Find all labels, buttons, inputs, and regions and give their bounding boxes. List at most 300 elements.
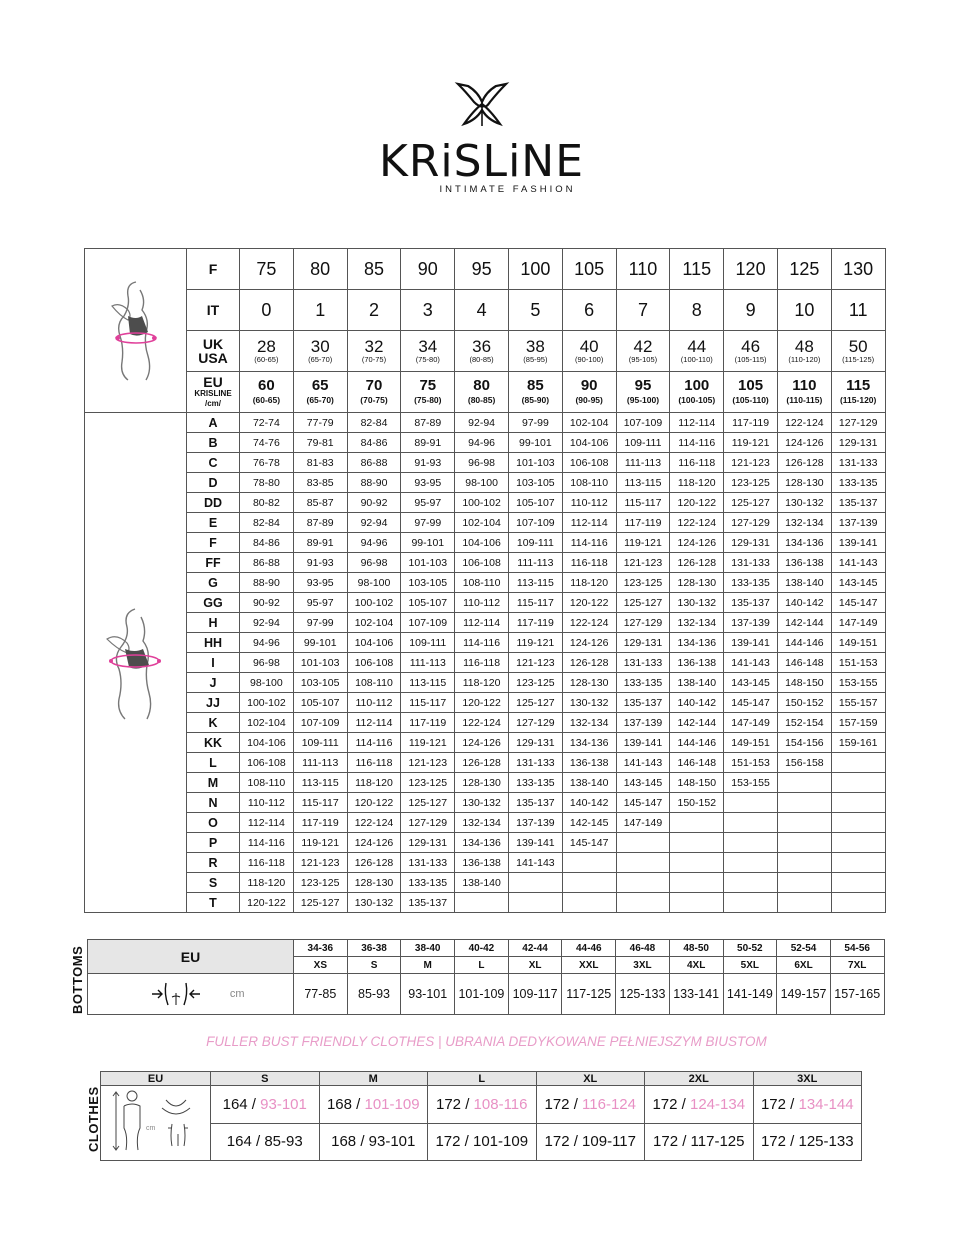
cup-range: 103-105 [508,473,562,493]
bottoms-letter-size: XS [294,957,348,974]
cup-range: 141-143 [724,653,778,673]
cup-row [85,753,886,773]
uk-size: 38 (85-95) [508,331,562,372]
cup-label: O [187,813,240,833]
cup-range: 125-127 [508,693,562,713]
cup-range: 104-106 [240,733,294,753]
cup-range: 132-134 [670,613,724,633]
cup-row [85,433,886,453]
cup-range: 99-101 [508,433,562,453]
cup-range: 89-91 [401,433,455,453]
bottoms-hip-value: 149-157 [777,974,831,1015]
bottoms-hip-value: 125-133 [616,974,670,1015]
cup-range: 122-124 [347,813,401,833]
it-size: 4 [455,290,509,331]
cup-range [724,793,778,813]
cup-label: R [187,853,240,873]
cup-range: 111-113 [293,753,347,773]
brand-logo [0,80,963,195]
cup-label: F [187,533,240,553]
cup-range: 127-129 [724,513,778,533]
cup-range: 145-147 [724,693,778,713]
bust-measure-figure-icon [101,603,171,723]
clothes-size: L [428,1072,537,1086]
cup-range: 134-136 [562,733,616,753]
cup-range: 143-145 [831,573,885,593]
f-size: 105 [562,249,616,290]
cup-range: 141-143 [508,853,562,873]
cup-range: 137-139 [508,813,562,833]
cup-label: P [187,833,240,853]
cup-range: 118-120 [455,673,509,693]
cup-range: 107-109 [508,513,562,533]
cup-range: 82-84 [240,513,294,533]
bottoms-eu-label: EU [88,940,294,974]
cup-range: 118-120 [562,573,616,593]
cup-range: 153-155 [831,673,885,693]
cup-range: 150-152 [670,793,724,813]
cup-range: 139-141 [508,833,562,853]
cup-range: 100-102 [455,493,509,513]
bottoms-letter-size: XL [508,957,562,974]
clothes-cm-label: cm [145,1125,155,1132]
cup-range: 79-81 [293,433,347,453]
cup-row [85,573,886,593]
bottoms-hip-row [88,974,885,1015]
cup-range: 93-95 [401,473,455,493]
cup-range: 126-128 [777,453,831,473]
clothes-hip-value: 172 / 101-109 [428,1123,537,1161]
cup-range: 123-125 [401,773,455,793]
cup-range: 111-113 [508,553,562,573]
cup-range: 110-112 [347,693,401,713]
bust-band-figure-cell [85,249,187,413]
eu-size: 80 (80-85) [455,372,509,413]
it-size: 5 [508,290,562,331]
cup-range: 101-103 [401,553,455,573]
cup-range: 145-147 [562,833,616,853]
hip-measure-icon [136,979,226,1009]
cup-range [777,873,831,893]
clothes-bust-value: 172 / 108-116 [428,1086,537,1124]
cup-range: 107-109 [616,413,670,433]
bottoms-eu-size: 36-38 [347,940,401,957]
cup-range: 87-89 [293,513,347,533]
cup-range: 121-123 [401,753,455,773]
clothes-hip-row [101,1123,862,1161]
butterfly-logo-icon [454,80,510,130]
cup-range: 94-96 [455,433,509,453]
cup-range: 120-122 [347,793,401,813]
cup-row [85,733,886,753]
eu-size: 105 (105-110) [724,372,778,413]
cup-range: 147-149 [831,613,885,633]
cup-row [85,513,886,533]
cup-range: 127-129 [508,713,562,733]
bottoms-hip-value: 157-165 [830,974,884,1015]
cup-range: 98-100 [240,673,294,693]
cup-range: 138-140 [562,773,616,793]
cup-row [85,713,886,733]
bottoms-letter-size: M [401,957,455,974]
cup-range [670,873,724,893]
cup-range: 133-135 [401,873,455,893]
cup-range: 93-95 [293,573,347,593]
cup-range [831,873,885,893]
bottoms-letter-size: 3XL [616,957,670,974]
cup-range: 90-92 [240,593,294,613]
brand-name: KRiSLiNE [378,136,585,187]
cup-range: 96-98 [455,453,509,473]
cup-range: 152-154 [777,713,831,733]
cup-range: 145-147 [616,793,670,813]
bottoms-size-table [87,939,885,1015]
cup-label: H [187,613,240,633]
f-size: 110 [616,249,670,290]
cup-range: 157-159 [831,713,885,733]
it-size: 1 [293,290,347,331]
cup-row [85,653,886,673]
cup-range: 133-135 [616,673,670,693]
cup-range: 126-128 [347,853,401,873]
bottoms-side-label: BOTTOMS [70,945,85,1014]
cup-range: 146-148 [777,653,831,673]
cup-range: 105-107 [508,493,562,513]
cup-range: 132-134 [562,713,616,733]
cup-range: 124-126 [347,833,401,853]
cup-range: 127-129 [831,413,885,433]
cup-range: 114-116 [240,833,294,853]
cup-row [85,553,886,573]
cup-range [616,833,670,853]
cup-range: 149-151 [831,633,885,653]
cup-row [85,773,886,793]
cup-range: 92-94 [455,413,509,433]
cup-label: FF [187,553,240,573]
bra-size-table [84,248,886,913]
it-size: 0 [240,290,294,331]
cup-range: 130-132 [562,693,616,713]
label-eu-krisline: EU KRISLINE /cm/ [187,372,240,413]
bottoms-eu-row [88,940,885,957]
f-size: 80 [293,249,347,290]
uk-size: 32 (70-75) [347,331,401,372]
bust-figure-cell [85,413,187,913]
f-size: 130 [831,249,885,290]
eu-size: 85 (85-90) [508,372,562,413]
cup-range: 116-118 [670,453,724,473]
cup-range: 126-128 [670,553,724,573]
cup-range: 117-119 [616,513,670,533]
cup-range: 96-98 [240,653,294,673]
cup-range: 107-109 [401,613,455,633]
bottoms-eu-size: 40-42 [455,940,509,957]
cup-range: 102-104 [347,613,401,633]
row-eu [85,372,886,413]
cup-range: 88-90 [347,473,401,493]
cup-range: 101-103 [508,453,562,473]
cup-range: 147-149 [616,813,670,833]
band-measure-figure-icon [106,276,166,386]
cup-range: 120-122 [562,593,616,613]
cup-range [831,893,885,913]
cup-range: 135-137 [616,693,670,713]
uk-size: 50 (115-125) [831,331,885,372]
cup-label: S [187,873,240,893]
cup-range: 128-130 [455,773,509,793]
clothes-figure-cell [101,1086,211,1161]
cup-range: 108-110 [240,773,294,793]
cup-label: M [187,773,240,793]
cup-range: 129-131 [401,833,455,853]
row-f [85,249,886,290]
cup-range: 121-123 [724,453,778,473]
cup-range: 99-101 [293,633,347,653]
cup-range: 117-119 [508,613,562,633]
cup-range: 108-110 [455,573,509,593]
cup-range: 141-143 [616,753,670,773]
cup-row [85,853,886,873]
hip-figure-cell [88,974,294,1015]
cup-range: 104-106 [455,533,509,553]
cup-range: 145-147 [831,593,885,613]
cup-range: 142-144 [777,613,831,633]
cup-range: 134-136 [777,533,831,553]
cup-range: 113-115 [401,673,455,693]
cup-range [777,813,831,833]
cup-range [724,853,778,873]
it-size: 10 [777,290,831,331]
cup-range: 123-125 [724,473,778,493]
cup-range: 100-102 [347,593,401,613]
cup-range: 108-110 [562,473,616,493]
row-uk [85,331,886,372]
cup-label: N [187,793,240,813]
cup-range: 119-121 [293,833,347,853]
cup-range: 83-85 [293,473,347,493]
cup-range: 119-121 [616,533,670,553]
cup-range: 124-126 [455,733,509,753]
cup-range: 122-124 [455,713,509,733]
cup-range: 104-106 [562,433,616,453]
uk-size: 40 (90-100) [562,331,616,372]
cup-range: 114-116 [562,533,616,553]
cup-range [724,833,778,853]
it-size: 3 [401,290,455,331]
cup-range: 131-133 [616,653,670,673]
cup-range: 86-88 [347,453,401,473]
cup-range: 102-104 [455,513,509,533]
cup-range: 144-146 [777,633,831,653]
bottoms-eu-size: 34-36 [294,940,348,957]
cup-range [831,853,885,873]
cup-range: 102-104 [562,413,616,433]
cup-range: 100-102 [240,693,294,713]
cup-range: 121-123 [293,853,347,873]
cup-label: A [187,413,240,433]
bottoms-letter-size: 6XL [777,957,831,974]
clothes-eu-label: EU [101,1072,211,1086]
cup-row [85,533,886,553]
eu-size: 75 (75-80) [401,372,455,413]
cup-range: 110-112 [562,493,616,513]
cup-range: 155-157 [831,693,885,713]
bottoms-eu-size: 44-46 [562,940,616,957]
cup-range: 108-110 [347,673,401,693]
bottoms-letter-size: 5XL [723,957,777,974]
cup-range: 111-113 [401,653,455,673]
cup-range: 137-139 [724,613,778,633]
bottoms-hip-value: 77-85 [294,974,348,1015]
clothes-bust-value: 164 / 93-101 [211,1086,320,1124]
cup-range: 138-140 [455,873,509,893]
cup-row [85,413,886,433]
cup-range: 86-88 [240,553,294,573]
cup-range: 153-155 [724,773,778,793]
cup-range [777,893,831,913]
cup-range: 121-123 [616,553,670,573]
cup-range: 91-93 [293,553,347,573]
uk-size: 48 (110-120) [777,331,831,372]
cup-range: 106-108 [455,553,509,573]
cup-row [85,873,886,893]
cup-range: 120-122 [455,693,509,713]
cup-range [508,893,562,913]
cup-range [831,813,885,833]
cup-range: 123-125 [293,873,347,893]
label-f: F [187,249,240,290]
clothes-hip-value: 172 / 125-133 [753,1123,862,1161]
cup-range: 107-109 [293,713,347,733]
cup-range: 131-133 [401,853,455,873]
cup-range: 154-156 [777,733,831,753]
cup-range [562,893,616,913]
cup-range [670,813,724,833]
cup-range [670,833,724,853]
cup-range: 122-124 [670,513,724,533]
uk-size: 28 (60-65) [240,331,294,372]
cup-range: 94-96 [240,633,294,653]
cup-range: 119-121 [508,633,562,653]
cup-range: 109-111 [508,533,562,553]
cup-range: 130-132 [455,793,509,813]
cup-range: 116-118 [562,553,616,573]
cup-range: 135-137 [508,793,562,813]
cup-range: 147-149 [724,713,778,733]
cup-range: 142-145 [562,813,616,833]
cup-label: DD [187,493,240,513]
clothes-bust-value: 172 / 124-134 [645,1086,754,1124]
label-it: IT [187,290,240,331]
cup-range: 112-114 [670,413,724,433]
clothes-bust-row [101,1086,862,1124]
cup-label: T [187,893,240,913]
cup-range: 113-115 [293,773,347,793]
cup-range: 106-108 [562,453,616,473]
f-size: 95 [455,249,509,290]
cup-range: 128-130 [562,673,616,693]
eu-size: 60 (60-65) [240,372,294,413]
cup-range: 139-141 [616,733,670,753]
cup-range: 97-99 [508,413,562,433]
cup-range: 135-137 [724,593,778,613]
cup-range: 96-98 [347,553,401,573]
cup-range: 135-137 [401,893,455,913]
cup-range: 125-127 [616,593,670,613]
cup-row [85,493,886,513]
cup-range: 112-114 [240,813,294,833]
cup-label: E [187,513,240,533]
row-it [85,290,886,331]
clothes-size: M [319,1072,428,1086]
cup-range: 74-76 [240,433,294,453]
cup-range: 110-112 [240,793,294,813]
cup-row [85,893,886,913]
cup-row [85,833,886,853]
cup-range: 88-90 [240,573,294,593]
f-size: 90 [401,249,455,290]
cup-range: 138-140 [670,673,724,693]
clothes-bust-value: 172 / 116-124 [536,1086,645,1124]
it-size: 8 [670,290,724,331]
cup-range: 102-104 [240,713,294,733]
bottoms-eu-size: 46-48 [616,940,670,957]
cup-range: 151-153 [831,653,885,673]
it-size: 11 [831,290,885,331]
clothes-size: S [211,1072,320,1086]
label-uk-usa: UK USA [187,331,240,372]
cup-range: 118-120 [240,873,294,893]
f-size: 100 [508,249,562,290]
cup-row [85,813,886,833]
cup-range: 120-122 [670,493,724,513]
cup-range: 104-106 [347,633,401,653]
cup-range: 98-100 [347,573,401,593]
bottoms-hip-value: 133-141 [669,974,723,1015]
cup-range: 129-131 [724,533,778,553]
cup-range [777,853,831,873]
cup-row [85,473,886,493]
eu-size: 110 (110-115) [777,372,831,413]
cup-range: 146-148 [670,753,724,773]
cup-range: 109-111 [293,733,347,753]
clothes-hip-value: 172 / 109-117 [536,1123,645,1161]
bottoms-hip-value: 109-117 [508,974,562,1015]
clothes-hip-value: 172 / 117-125 [645,1123,754,1161]
cup-range: 136-138 [562,753,616,773]
cup-range: 92-94 [240,613,294,633]
cup-range: 142-144 [670,713,724,733]
cup-range [508,873,562,893]
cup-range: 112-114 [347,713,401,733]
cup-range: 115-117 [293,793,347,813]
cup-range: 115-117 [401,693,455,713]
clothes-hip-value: 168 / 93-101 [319,1123,428,1161]
cup-range: 151-153 [724,753,778,773]
cup-range: 117-119 [724,413,778,433]
cup-range: 148-150 [670,773,724,793]
cup-range: 115-117 [616,493,670,513]
cup-range: 119-121 [401,733,455,753]
cup-range: 122-124 [562,613,616,633]
cup-range: 124-126 [777,433,831,453]
cup-range: 127-129 [616,613,670,633]
cup-range: 126-128 [562,653,616,673]
f-size: 85 [347,249,401,290]
cup-range: 95-97 [293,593,347,613]
cup-range: 85-87 [293,493,347,513]
cup-range: 116-118 [455,653,509,673]
